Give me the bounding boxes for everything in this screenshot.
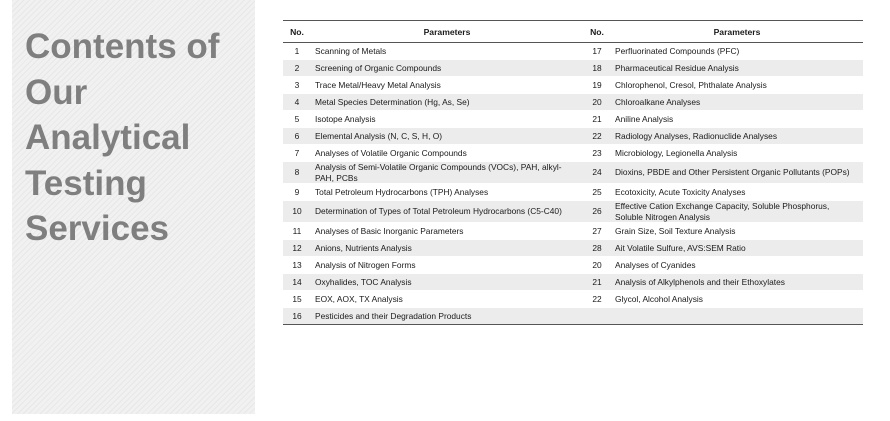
table-row [283,223,863,240]
left-parameter-cell: Elemental Analysis (N, C, S, H, O) [311,128,583,145]
left-number-cell: 5 [283,111,311,128]
table-row [283,291,863,308]
left-number-cell: 16 [283,308,311,325]
left-number-cell: 7 [283,145,311,162]
left-parameter-cell: Total Petroleum Hydrocarbons (TPH) Analyses [311,184,583,201]
left-parameter-cell: Trace Metal/Heavy Metal Analysis [311,77,583,94]
right-parameter-cell: Microbiology, Legionella Analysis [611,145,863,162]
right-number-cell: 18 [583,60,611,77]
right-number-cell: 27 [583,223,611,240]
table-row [283,77,863,94]
right-parameter-cell: Perfluorinated Compounds (PFC) [611,43,863,60]
table-row [283,201,863,223]
right-number-cell: 22 [583,291,611,308]
right-parameter-cell: Radiology Analyses, Radionuclide Analyses [611,128,863,145]
right-number-cell: 20 [583,257,611,274]
left-number-cell: 6 [283,128,311,145]
left-number-cell: 9 [283,184,311,201]
left-parameter-cell: Screening of Organic Compounds [311,60,583,77]
table-row [283,274,863,291]
left-parameter-cell: Analyses of Volatile Organic Compounds [311,145,583,162]
right-parameter-cell: Ait Volatile Sulfure, AVS:SEM Ratio [611,240,863,257]
left-number-cell: 12 [283,240,311,257]
right-number-cell [583,308,611,325]
right-number-cell: 21 [583,274,611,291]
right-number-cell: 23 [583,145,611,162]
parameters-table [283,20,863,325]
left-parameter-cell: EOX, AOX, TX Analysis [311,291,583,308]
left-number-cell: 11 [283,223,311,240]
left-number-cell: 14 [283,274,311,291]
left-parameter-cell: Analysis of Nitrogen Forms [311,257,583,274]
right-parameter-cell: Analysis of Alkylphenols and their Ethoxylates [611,274,863,291]
left-parameter-cell: Metal Species Determination (Hg, As, Se) [311,94,583,111]
column-header-parameters: Parameters [311,21,583,43]
table-row [283,145,863,162]
title-line: Contents of [25,27,220,66]
left-parameter-cell: Analyses of Basic Inorganic Parameters [311,223,583,240]
right-parameter-cell: Pharmaceutical Residue Analysis [611,60,863,77]
left-number-cell: 4 [283,94,311,111]
table-row [283,94,863,111]
right-number-cell: 24 [583,162,611,184]
table-row [283,128,863,145]
table-row [283,60,863,77]
table-row [283,162,863,184]
column-header-no: No. [283,21,311,43]
table-header-row [283,21,863,43]
column-header-no: No. [583,21,611,43]
title-line: Analytical [25,118,191,157]
title-line: Testing [25,163,147,203]
left-number-cell: 1 [283,43,311,60]
left-number-cell: 2 [283,60,311,77]
right-parameter-cell [611,308,863,325]
left-parameter-cell: Isotope Analysis [311,111,583,128]
left-number-cell: 15 [283,291,311,308]
left-number-cell: 13 [283,257,311,274]
column-header-parameters: Parameters [611,21,863,43]
right-number-cell: 20 [583,94,611,111]
right-parameter-cell: Analyses of Cyanides [611,257,863,274]
page-title [25,24,250,252]
table-row [283,184,863,201]
left-parameter-cell: Determination of Types of Total Petroleum Hydrocarbons (C5-C40) [311,201,583,223]
left-number-cell: 10 [283,201,311,223]
right-parameter-cell: Aniline Analysis [611,111,863,128]
table-row [283,240,863,257]
left-parameter-cell: Anions, Nutrients Analysis [311,240,583,257]
table-row [283,257,863,274]
title-line: Our [25,72,88,112]
right-number-cell: 25 [583,184,611,201]
right-number-cell: 22 [583,128,611,145]
right-number-cell: 28 [583,240,611,257]
right-number-cell: 21 [583,111,611,128]
left-parameter-cell: Oxyhalides, TOC Analysis [311,274,583,291]
right-number-cell: 26 [583,201,611,223]
right-number-cell: 17 [583,43,611,60]
table-row [283,111,863,128]
table-row [283,43,863,60]
left-number-cell: 3 [283,77,311,94]
left-parameter-cell: Pesticides and their Degradation Products [311,308,583,325]
title-line: Services [25,209,170,248]
left-parameter-cell: Scanning of Metals [311,43,583,60]
left-parameter-cell: Analysis of Semi-Volatile Organic Compounds (VOCs), PAH, alkyl-PAH, PCBs [311,162,583,184]
right-number-cell: 19 [583,77,611,94]
right-parameter-cell: Glycol, Alcohol Analysis [611,291,863,308]
right-parameter-cell: Chlorophenol, Cresol, Phthalate Analysis [611,77,863,94]
right-parameter-cell: Chloroalkane Analyses [611,94,863,111]
right-parameter-cell: Effective Cation Exchange Capacity, Soluble Phosphorus, Soluble Nitrogen Analysis [611,201,863,223]
table-row [283,308,863,325]
right-parameter-cell: Ecotoxicity, Acute Toxicity Analyses [611,184,863,201]
right-parameter-cell: Grain Size, Soil Texture Analysis [611,223,863,240]
left-number-cell: 8 [283,162,311,184]
right-parameter-cell: Dioxins, PBDE and Other Persistent Organic Pollutants (POPs) [611,162,863,184]
